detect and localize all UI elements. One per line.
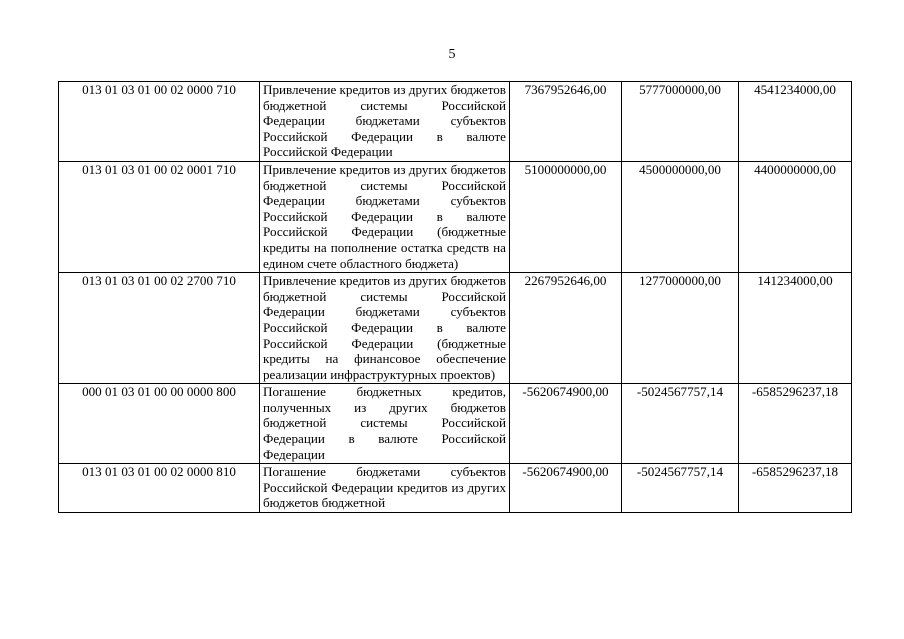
amount-year-3: 4541234000,00 xyxy=(739,82,852,162)
budget-classification-code: 013 01 03 01 00 02 0001 710 xyxy=(59,161,260,272)
source-name: Погашение бюджетами субъектов Российской Федерации кредитов из других бюджетов бюджетной xyxy=(263,464,506,511)
page-number: 5 xyxy=(448,47,456,62)
table-row xyxy=(59,161,852,272)
amount-year-3: 141234000,00 xyxy=(739,273,852,384)
amount-year-3: -6585296237,18 xyxy=(739,464,852,513)
table-row xyxy=(59,82,852,162)
amount-year-1: 7367952646,00 xyxy=(510,82,622,162)
amount-year-1: 5100000000,00 xyxy=(510,161,622,272)
budget-classification-code: 013 01 03 01 00 02 0000 710 xyxy=(59,82,260,162)
budget-classification-code: 000 01 03 01 00 00 0000 800 xyxy=(59,384,260,464)
amount-year-3: 4400000000,00 xyxy=(739,161,852,272)
source-name: Привлечение кредитов из других бюджетов бюджетной системы Российской Федерации бюджетами субъектов Российской Федерации в валюте Российской Федерации (бюджетные кредиты на финансовое обеспечение реализации инфраструктурных проектов) xyxy=(260,273,510,384)
source-name: Привлечение кредитов из других бюджетов бюджетной системы Российской Федерации бюджетами субъектов Российской Федерации в валюте Российской Федерации (бюджетные кредиты на пополнение остатка средств на едином счете областного бюджета) xyxy=(260,161,510,272)
source-name: Привлечение кредитов из других бюджетов бюджетной системы Российской Федерации бюджетами субъектов Российской Федерации в валюте Российской Федерации xyxy=(260,82,510,162)
amount-year-2: -5024567757,14 xyxy=(622,464,739,513)
amount-year-2: -5024567757,14 xyxy=(622,384,739,464)
source-name-cell xyxy=(260,464,510,513)
amount-year-1: -5620674900,00 xyxy=(510,384,622,464)
source-name: Погашение бюджетных кредитов, полученных из других бюджетов бюджетной системы Российской Федерации в валюте Российской Федерации xyxy=(260,384,510,464)
table-row xyxy=(59,384,852,464)
budget-sources-table xyxy=(58,81,852,513)
amount-year-2: 4500000000,00 xyxy=(622,161,739,272)
table-row xyxy=(59,464,852,513)
budget-classification-code: 013 01 03 01 00 02 0000 810 xyxy=(59,464,260,513)
amount-year-1: 2267952646,00 xyxy=(510,273,622,384)
amount-year-2: 5777000000,00 xyxy=(622,82,739,162)
table-row xyxy=(59,273,852,384)
amount-year-2: 1277000000,00 xyxy=(622,273,739,384)
amount-year-3: -6585296237,18 xyxy=(739,384,852,464)
amount-year-1: -5620674900,00 xyxy=(510,464,622,513)
budget-classification-code: 013 01 03 01 00 02 2700 710 xyxy=(59,273,260,384)
